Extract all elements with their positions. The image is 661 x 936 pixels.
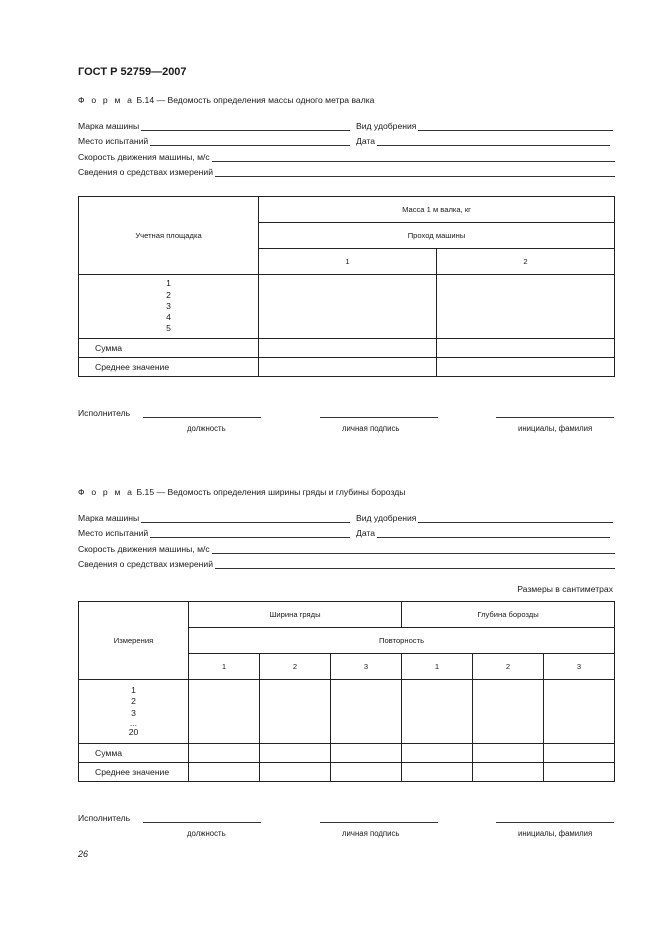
row-number: 3 [131,707,136,718]
form14-executor-label: Исполнитель [78,408,131,418]
form14-signature-caption: личная подпись [342,424,400,433]
sum-cell[interactable] [331,744,402,763]
page-number: 26 [78,849,89,859]
data-cell[interactable] [331,680,402,744]
col-header-pass-1: 1 [259,249,437,275]
form15-place-label: Место испытаний [78,528,149,538]
form14-position-caption: должность [187,424,226,433]
form14-position-line[interactable] [143,417,261,418]
form14-speed-label: Скорость движения машины, м/с [78,152,210,162]
form14-fertilizer-label: Вид удобрения [356,121,417,131]
form14-name-line[interactable] [496,417,614,418]
mean-cell[interactable] [259,358,437,377]
col-header-width: Ширина гряды [189,602,402,628]
form15-date-label: Дата [356,528,376,538]
form14-name-caption: инициалы, фамилия [518,424,593,433]
sum-label: Сумма [79,744,189,763]
mean-label: Среднее значение [79,358,259,377]
mean-cell[interactable] [331,763,402,782]
form15-position-caption: должность [187,829,226,838]
mean-cell[interactable] [473,763,544,782]
data-cell[interactable] [260,680,331,744]
data-cell[interactable] [189,680,260,744]
form15-date-field[interactable] [356,528,610,538]
row-number: 1 [166,278,171,289]
col-header-measurements: Измерения [79,602,189,680]
col-header-rep: 1 [189,654,260,680]
col-header-rep: 2 [473,654,544,680]
data-cell[interactable] [437,275,615,339]
row-number: 2 [166,289,171,300]
sum-cell[interactable] [544,744,615,763]
mean-cell[interactable] [437,358,615,377]
mean-cell[interactable] [402,763,473,782]
form15-caption [78,487,405,497]
form15-machine-field[interactable] [78,513,350,523]
col-header-depth: Глубина борозды [402,602,615,628]
form14-table [78,196,615,377]
row-number: 3 [166,300,171,311]
col-header-mass: Масса 1 м валка, кг [259,197,615,223]
form15-speed-field[interactable] [78,544,615,554]
sum-cell[interactable] [189,744,260,763]
form15-machine-label: Марка машины [78,513,140,523]
form14-speed-field[interactable] [78,152,615,162]
mean-label: Среднее значение [79,763,189,782]
col-header-rep: 1 [402,654,473,680]
form14-caption [78,95,374,105]
form15-executor-label: Исполнитель [78,813,131,823]
sum-cell[interactable] [402,744,473,763]
sum-cell[interactable] [259,339,437,358]
form14-instruments-field[interactable] [78,167,615,177]
form14-date-field[interactable] [356,136,610,146]
form14-date-label: Дата [356,136,376,146]
row-number: 5 [166,323,171,334]
form14-title: Б.14 — Ведомость определения массы одного метра валка [136,95,375,105]
form15-instruments-label: Сведения о средствах измерений [78,559,213,569]
form15-name-line[interactable] [496,822,614,823]
sum-cell[interactable] [260,744,331,763]
col-header-rep: 3 [331,654,402,680]
form15-prefix: Ф о р м а [78,487,135,497]
form14-fertilizer-field[interactable] [356,121,613,131]
form15-instruments-field[interactable] [78,559,615,569]
form15-signature-caption: личная подпись [342,829,400,838]
row-numbers-cell [79,275,259,339]
col-header-pass: Проход машины [259,223,615,249]
form15-fertilizer-label: Вид удобрения [356,513,417,523]
row-number: 4 [166,312,171,323]
form14-place-field[interactable] [78,136,350,146]
form14-machine-field[interactable] [78,121,350,131]
row-number: 1 [131,685,136,696]
form15-title: Б.15 — Ведомость определения ширины гряды и глубины борозды [136,487,406,497]
data-cell[interactable] [402,680,473,744]
mean-cell[interactable] [189,763,260,782]
form15-speed-label: Скорость движения машины, м/с [78,544,210,554]
data-cell[interactable] [544,680,615,744]
form14-place-label: Место испытаний [78,136,149,146]
form14-signature-line[interactable] [320,417,438,418]
mean-cell[interactable] [544,763,615,782]
form14-prefix: Ф о р м а [78,95,135,105]
units-note: Размеры в сантиметрах [517,584,613,594]
col-header-pass-2: 2 [437,249,615,275]
col-header-rep: 2 [260,654,331,680]
row-numbers-cell [79,680,189,744]
form15-table [78,601,615,782]
form14-instruments-label: Сведения о средствах измерений [78,167,213,177]
form15-name-caption: инициалы, фамилия [518,829,593,838]
row-number: 20 [128,726,139,737]
row-number: 2 [131,696,136,707]
row-number: ... [129,717,138,728]
standard-header: ГОСТ Р 52759—2007 [78,66,187,78]
col-header-area: Учетная площадка [79,197,259,275]
col-header-repetition: Повторность [189,628,615,654]
form15-fertilizer-field[interactable] [356,513,613,523]
form15-place-field[interactable] [78,528,350,538]
form14-machine-label: Марка машины [78,121,140,131]
form15-position-line[interactable] [143,822,261,823]
form15-signature-line[interactable] [320,822,438,823]
sum-label: Сумма [79,339,259,358]
sum-cell[interactable] [437,339,615,358]
mean-cell[interactable] [260,763,331,782]
data-cell[interactable] [259,275,437,339]
data-cell[interactable] [473,680,544,744]
sum-cell[interactable] [473,744,544,763]
col-header-rep: 3 [544,654,615,680]
